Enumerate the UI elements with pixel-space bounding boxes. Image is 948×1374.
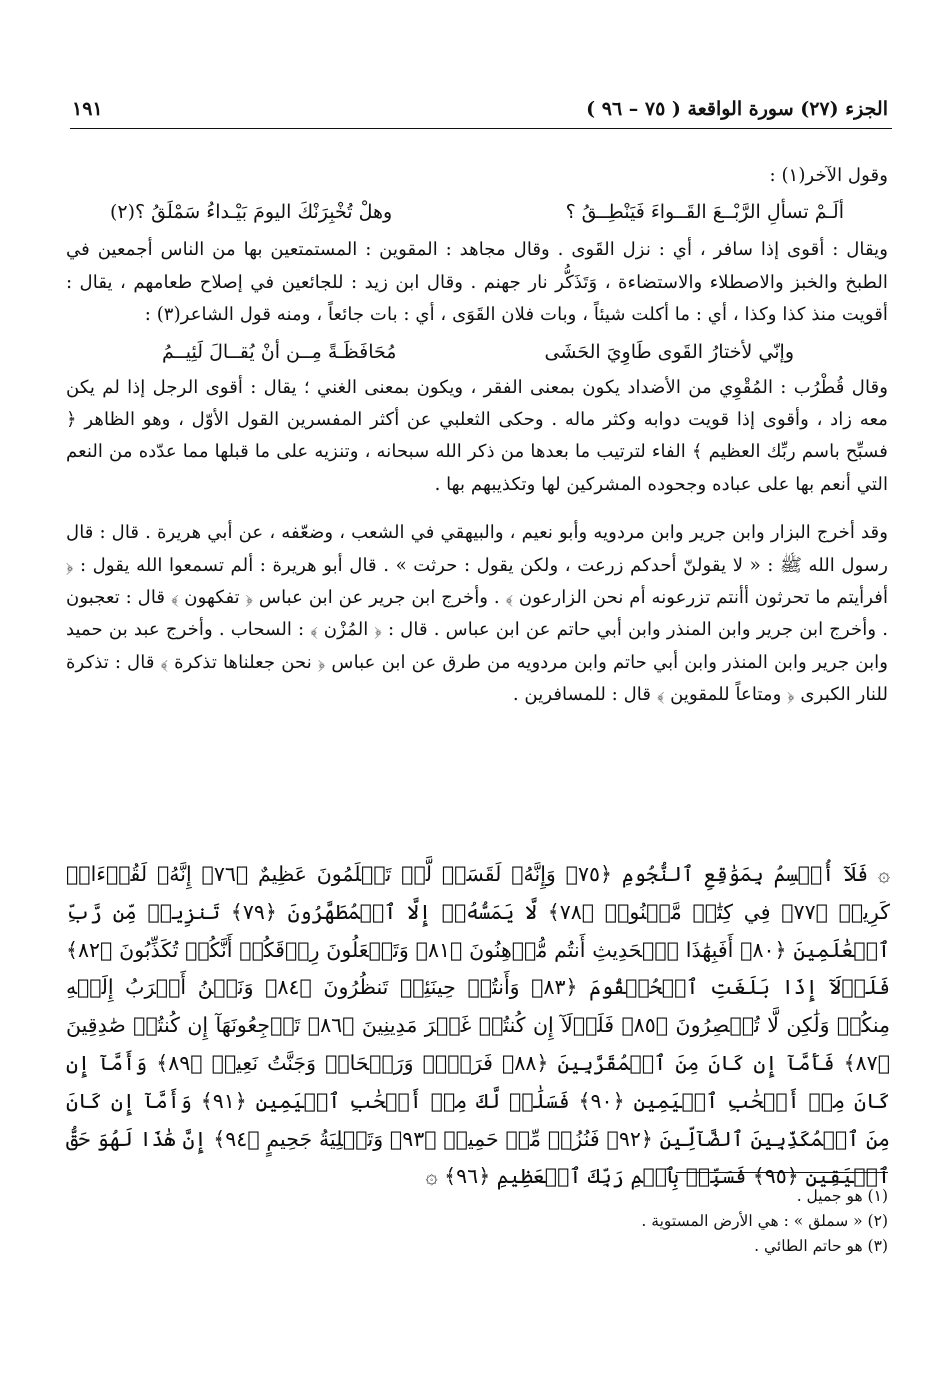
footnotes (641, 1184, 888, 1259)
header-divider (70, 128, 892, 129)
footnote-2: (٢) « سملق » : هي الأرض المستوية . (641, 1212, 888, 1230)
poetry-verse-1 (66, 192, 888, 232)
verse2-second-hemistich: مُحَافَظَـةً مِــن أنْ يُقــالَ لَئِيــمُ (162, 340, 397, 363)
verse2-first-hemistich: وإنّي لأختارُ القَوى طَاوِيَ الحَشَى (544, 340, 794, 363)
footnote-3: (٣) هو حاتم الطائي . (754, 1237, 888, 1255)
intro-line: وقول الآخر(١) : (769, 165, 888, 186)
page-number: ١٩١ (72, 98, 103, 120)
paragraph-3: وقد أخرج البزار وابن جرير وابن مردويه وأبو نعيم ، والبيهقي في الشعب ، وضعّفه ، عن أبي هريرة . قال : قال رسول الله ﷺ : « لا يقولنّ أحدكم زرعت ، ولكن يقول : حرثت » . قال أبو هريرة : ألم تسمعوا الله يقول : ﴿ أفرأيتم ما تحرثون أأنتم تزرعونه أم نحن الزارعون ﴾ . وأخرج ابن جرير عن ابن عباس ﴿ تفكهون ﴾ قال : تعجبون . وأخرج ابن جرير وابن المنذر وابن أبي حاتم عن ابن عباس . قال : ﴿ المُزْن ﴾ : السحاب . وأخرج عبد بن حميد وابن جرير وابن المنذر وابن أبي حاتم وابن مردويه من طرق عن ابن عباس ﴿ نحن جعلناها تذكرة ﴾ قال : تذكرة للنار الكبرى ﴿ ومتاعاً للمقوين ﴾ قال : للمسافرين . (66, 522, 888, 706)
commentary-text (66, 160, 888, 712)
paragraph-2: وقال قُطْرُب : المُقْوِي من الأضداد يكون بمعنى الفقر ، ويكون بمعنى الغني ؛ يقال : أقوى الرجل إذا لم يكن معه زاد ، وأقوى إذا قويت دوابه وكثر ماله . وحكى الثعلبي عن أكثر المفسرين القول الأوّل ، وهو الظاهر ﴿ فسبِّح باسم ربِّك العظيم ﴾ الفاء لترتيب ما بعدها من ذكر الله سبحانه ، وتنزيه على ما قبلها مما عدّده من النعم التي أنعم بها على عباده وجحوده المشركين لها وتكذيبهم بها . (66, 376, 888, 495)
running-title: الجزء (٢٧) سورة الواقعة ( ٧٥ – ٩٦ ) (586, 98, 888, 120)
page-header (70, 94, 888, 128)
poetry-verse-2 (66, 332, 888, 372)
verse1-first-hemistich: ألَـمْ تسألِ الرَّبْــعَ القَــواءَ فَيَنْطِــقُ ؟ (565, 201, 844, 224)
paragraph-gap (66, 501, 888, 517)
quran-verses: ۞ فَلَآ أُقۡسِمُ بِمَوَٰقِعِ ٱلنُّجُومِ ﴿٧٥﴾ وَإِنَّهُۥ لَقَسَمٞ لَّوۡ تَعۡلَمُونَ عَظِيمٌ ﴿٧٦﴾ إِنَّهُۥ لَقُرۡءَانٞ كَرِيمٞ ﴿٧٧﴾ فِي كِتَٰبٖ مَّكۡنُونٖ ﴿٧٨﴾ لَّا يَمَسُّهُۥٓ إِلَّا ٱلۡمُطَهَّرُونَ ﴿٧٩﴾ تَنزِيلٞ مِّن رَّبِّ ٱلۡعَٰلَمِينَ ﴿٨٠﴾ أَفَبِهَٰذَا ٱلۡحَدِيثِ أَنتُم مُّدۡهِنُونَ ﴿٨١﴾ وَتَجۡعَلُونَ رِزۡقَكُمۡ أَنَّكُمۡ تُكَذِّبُونَ ﴿٨٢﴾ فَلَوۡلَآ إِذَا بَلَغَتِ ٱلۡحُلۡقُومَ ﴿٨٣﴾ وَأَنتُمۡ حِينَئِذٖ تَنظُرُونَ ﴿٨٤﴾ وَنَحۡنُ أَقۡرَبُ إِلَيۡهِ مِنكُمۡ وَلَٰكِن لَّا تُبۡصِرُونَ ﴿٨٥﴾ فَلَوۡلَآ إِن كُنتُمۡ غَيۡرَ مَدِينِينَ ﴿٨٦﴾ تَرۡجِعُونَهَآ إِن كُنتُمۡ صَٰدِقِينَ ﴿٨٧﴾ فَأَمَّآ إِن كَانَ مِنَ ٱلۡمُقَرَّبِينَ ﴿٨٨﴾ فَرَوۡحٞ وَرَيۡحَانٞ وَجَنَّتُ نَعِيمٖ ﴿٨٩﴾ وَأَمَّآ إِن كَانَ مِنۡ أَصۡحَٰبِ ٱلۡيَمِينِ ﴿٩٠﴾ فَسَلَٰمٞ لَّكَ مِنۡ أَصۡحَٰبِ ٱلۡيَمِينِ ﴿٩١﴾ وَأَمَّآ إِن كَانَ مِنَ ٱلۡمُكَذِّبِينَ ٱلضَّآلِّينَ ﴿٩٢﴾ فَنُزُلٞ مِّنۡ حَمِيمٖ ﴿٩٣﴾ وَتَصۡلِيَةُ جَحِيمٍ ﴿٩٤﴾ إِنَّ هَٰذَا لَهُوَ حَقُّ ٱلۡيَقِينِ ﴿٩٥﴾ فَسَبِّحۡ بِٱسۡمِ رَبِّكَ ٱلۡعَظِيمِ ﴿٩٦﴾ ۞ (66, 862, 891, 1189)
footnote-1: (١) هو جميل . (796, 1187, 888, 1205)
verse1-second-hemistich: وهلْ تُخْبِرَنْكَ اليومَ بَيْـداءُ سَمْلَقُ ؟(٢) (110, 201, 393, 224)
paragraph-1: ويقال : أقوى إذا سافر ، أي : نزل القَوى . وقال مجاهد : المقوين : المستمتعين بها من الناس أجمعين في الطبخ والخبز والاصطلاء والاستضاءة ، وَتَذَكُّر نار جهنم . وقال ابن زيد : للجائعين في إصلاح طعامهم ، يقال : أقويت منذ كذا وكذا ، أي : ما أكلت شيئاً ، وبات فلان القَوَى ، أي : بات جائعاً ، ومنه قول الشاعر(٣) : (66, 239, 888, 326)
footnote-divider (676, 1172, 888, 1173)
